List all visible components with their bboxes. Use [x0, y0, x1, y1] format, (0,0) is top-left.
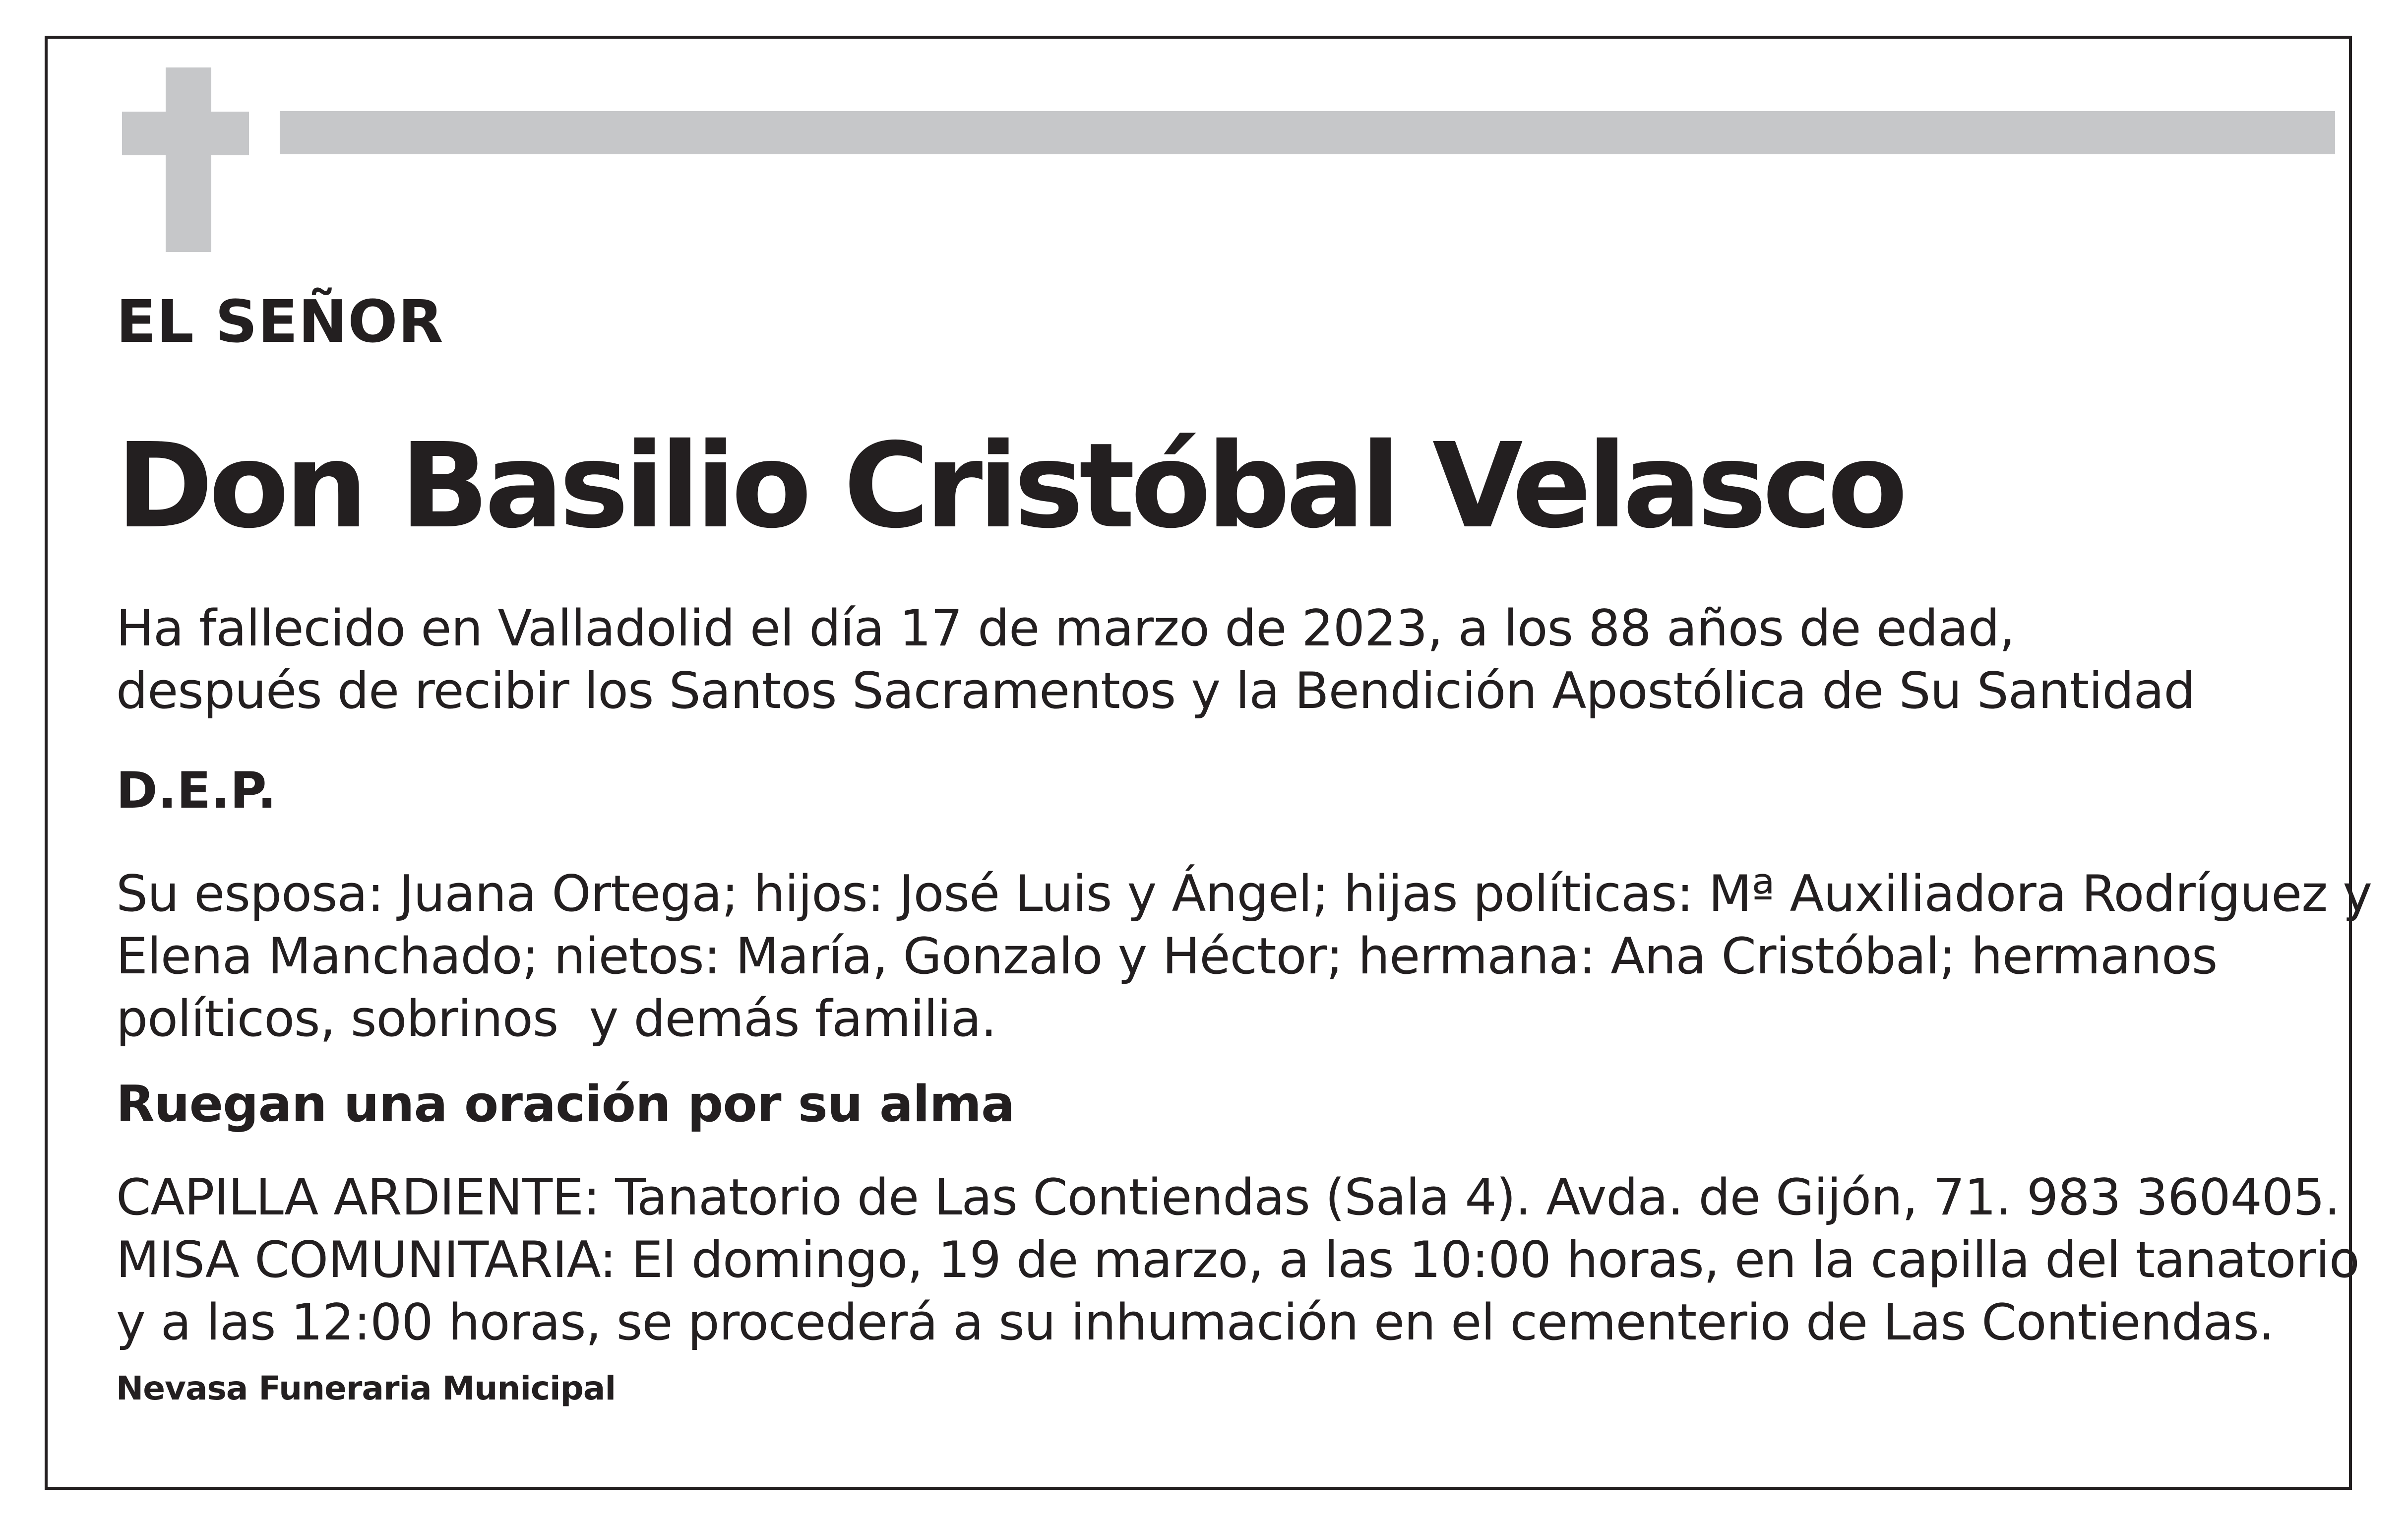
honorific: EL SEÑOR: [116, 287, 444, 356]
service-line: CAPILLA ARDIENTE: Tanatorio de Las Contiendas (Sala 4). Avda. de Gijón, 71. 983 360405.: [116, 1168, 2340, 1226]
death-line: Ha fallecido en Valladolid el día 17 de marzo de 2023, a los 88 años de edad,: [116, 599, 2015, 657]
death-line: después de recibir los Santos Sacramentos y la Bendición Apostólica de Su Santidad: [116, 661, 2195, 720]
family-line: políticos, sobrinos y demás familia.: [116, 989, 996, 1048]
header-rule: [280, 111, 2335, 154]
service-line: MISA COMUNITARIA: El domingo, 19 de marzo, a las 10:00 horas, en la capilla del tanatorio: [116, 1230, 2359, 1289]
family-line: Elena Manchado; nietos: María, Gonzalo y Héctor; hermana: Ana Cristóbal; hermanos: [116, 927, 2218, 985]
family-list: [116, 862, 2372, 1050]
deceased-name: Don Basilio Cristóbal Velasco: [116, 418, 1904, 554]
family-line: Su esposa: Juana Ortega; hijos: José Luis y Ángel; hijas políticas: Mª Auxiliadora Rodríguez y: [116, 864, 2372, 923]
service-details: [116, 1166, 2359, 1353]
prayer-request: Ruegan una oración por su alma: [116, 1075, 1015, 1133]
death-announcement: [116, 597, 2195, 722]
funeral-home: Nevasa Funeraria Municipal: [116, 1369, 616, 1407]
latin-cross-icon: [122, 67, 249, 252]
service-line: y a las 12:00 horas, se procederá a su inhumación en el cementerio de Las Contiendas.: [116, 1293, 2275, 1351]
dep-label: D.E.P.: [116, 761, 277, 820]
